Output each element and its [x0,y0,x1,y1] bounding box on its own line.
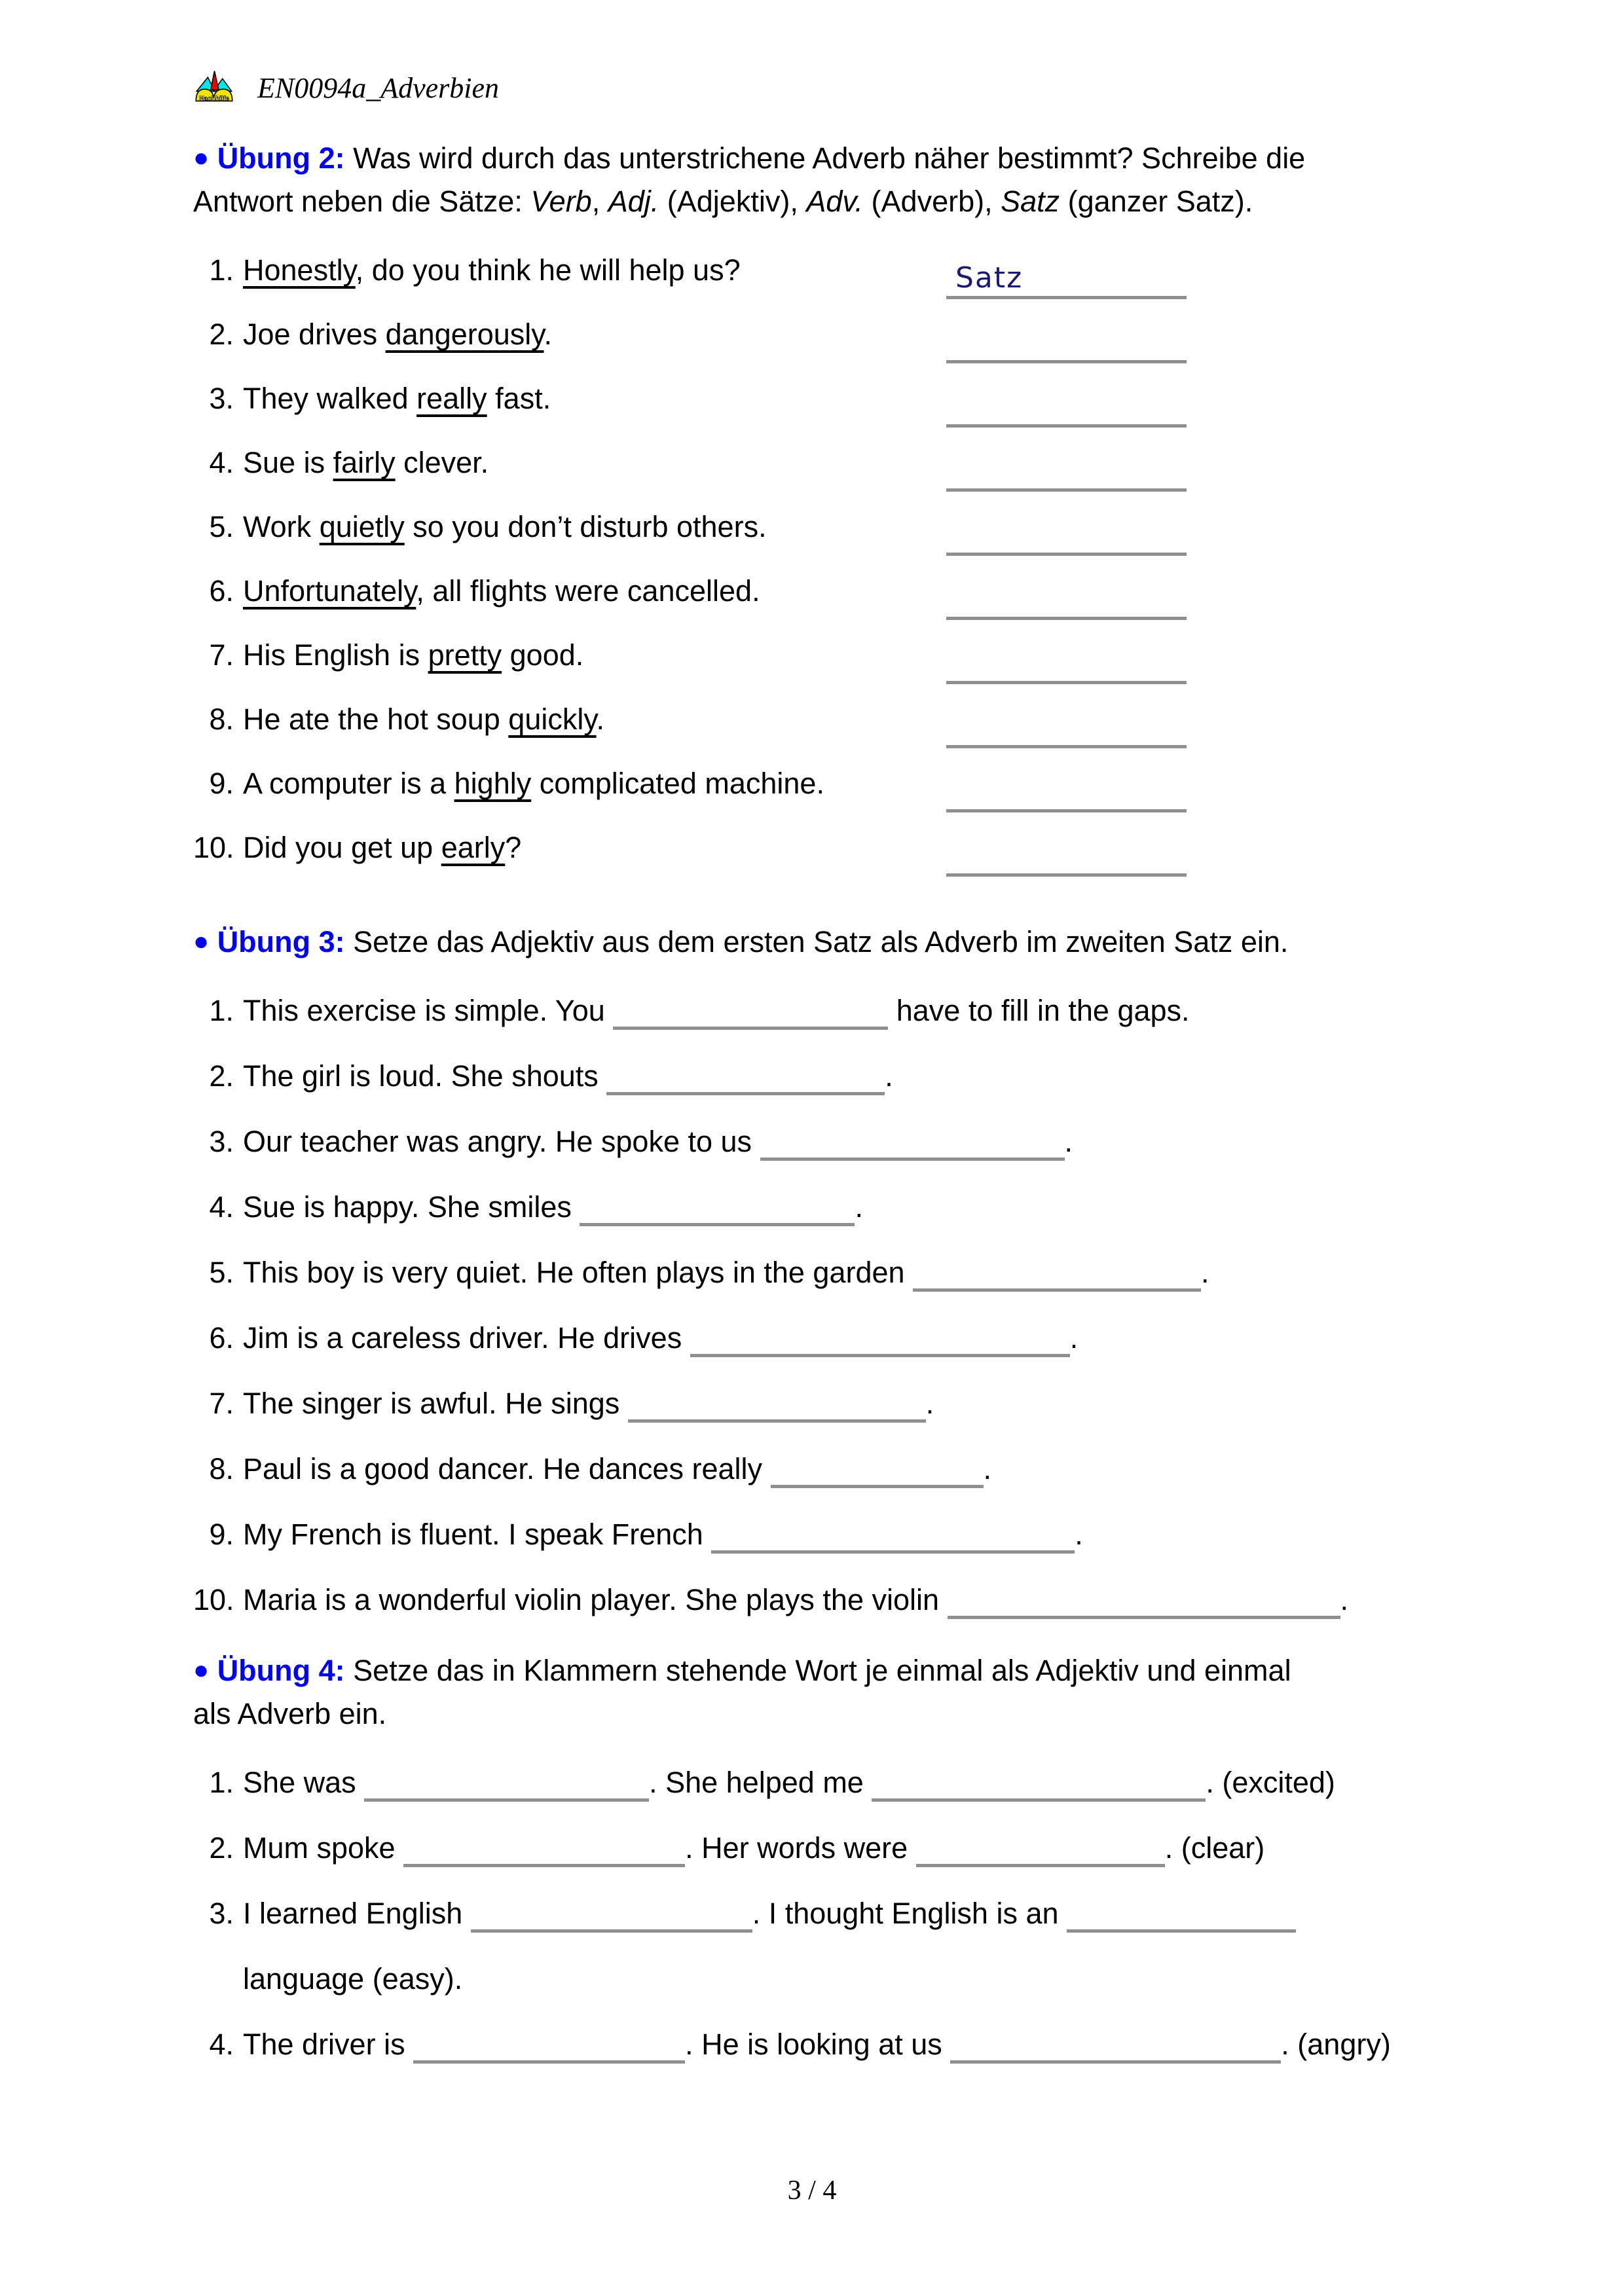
answer-blank-line [613,1000,888,1030]
exercise3-item-7 [193,1387,1434,1425]
exercise2-item-3 [193,382,1434,420]
instruction-text: (ganzer Satz). [1060,185,1253,218]
item-number: 6. [209,574,234,608]
answer-blank-line [580,1196,855,1226]
item-sentence: Jim is a careless driver. He drives . [243,1321,1434,1359]
exercise2-items [193,253,1434,869]
item-number: 1. [209,253,234,287]
answer-blank-line [948,1589,1340,1619]
term-adv: Adv. [806,185,864,218]
exercise2-item-5 [193,510,1434,548]
item-sentence: Maria is a wonderful violin player. She plays the violin . [243,1583,1434,1621]
answer-blank-line [760,1131,1065,1161]
exercise2-item-8 [193,702,1434,740]
item-number: 1. [209,994,234,1027]
page-number: 3 / 4 [787,2176,837,2206]
exercise2-instruction-line2: Antwort neben die Sätze: [193,185,531,218]
underlined-adverb: early [441,831,506,864]
exercise3-title: Übung 3: [217,925,345,958]
exercise3-item-10 [193,1583,1434,1621]
item-sentence: The girl is loud. She shouts . [243,1059,1434,1097]
item-sentence: Sue is happy. She smiles . [243,1190,1434,1228]
item-number: 9. [209,1518,234,1551]
answer-line [946,809,1187,812]
item-sentence: Work quietly so you don’t disturb others. [243,510,767,543]
answer-blank-line [913,1262,1201,1292]
handwritten-answer: Satz [955,261,1024,295]
item-sentence: I learned English . I thought English is an [243,1897,1434,1935]
answer-line [946,488,1187,492]
exercise4-instruction-line2: als Adverb ein. [193,1697,387,1730]
item-number: 4. [209,2028,234,2061]
exercise2-title: Übung 2: [217,141,345,175]
underlined-adverb: fairly [333,446,396,479]
exercise4-instruction-line1: Setze das in Klammern stehende Wort je einmal als Adjektiv und einmal [353,1654,1291,1687]
item-sentence: Unfortunately, all flights were cancelled. [243,574,760,608]
item-number: 1. [209,1766,234,1799]
answer-blank-line [628,1393,926,1423]
underlined-adverb: dangerously [385,318,544,351]
exercise4-item-2 [193,1831,1434,1869]
underlined-adverb: Honestly [243,253,356,287]
item-sentence: They walked really fast. [243,382,551,415]
exercise4-item-1 [193,1766,1434,1804]
item-sentence: This exercise is simple. You have to fill in the gaps. [243,994,1434,1032]
exercise4-title: Übung 4: [217,1654,345,1687]
item-number: 3. [209,382,234,415]
item-sentence: Our teacher was angry. He spoke to us . [243,1125,1434,1163]
answer-blank-line [711,1523,1075,1554]
instruction-text: (Adverb), [863,185,1001,218]
exercise4-item-3-continuation [193,1962,1434,2000]
term-satz: Satz [1001,185,1060,218]
answer-line [946,424,1187,428]
term-verb: Verb [530,185,592,218]
answer-blank-line [872,1772,1206,1802]
item-number: 4. [209,1190,234,1224]
underlined-adverb: quietly [319,510,405,543]
answer-blank-line [1067,1903,1296,1933]
answer-blank-line [916,1837,1165,1867]
item-sentence: She was . She helped me . (excited) [243,1766,1434,1804]
item-number: 8. [209,1452,234,1485]
item-number: 3. [209,1125,234,1158]
item-number: 10. [193,1583,234,1616]
exercise3-item-2 [193,1059,1434,1097]
item-sentence: The driver is . He is looking at us . (angry) [243,2028,1434,2066]
item-number: 4. [209,446,234,479]
document-title: EN0094a_Adverbien [257,72,500,104]
item-sentence: Mum spoke . Her words were . (clear) [243,1831,1434,1869]
exercise2-item-2 [193,318,1434,355]
item-number: 3. [209,1897,234,1930]
exercise3-item-4 [193,1190,1434,1228]
term-adj: Adj. [608,185,659,218]
answer-blank-line [606,1065,885,1095]
exercise4-items [193,1766,1434,2066]
item-number: 2. [209,318,234,351]
answer-line [946,681,1187,684]
answer-line [946,261,1187,299]
exercise3-intro [193,920,1434,964]
bullet-icon: ● [193,1656,210,1685]
item-number: 7. [209,638,234,672]
item-number: 10. [193,831,234,864]
exercise2-item-4 [193,446,1434,484]
exercise2-item-1 [193,253,1434,295]
answer-line [946,617,1187,620]
answer-blank-line [690,1327,1070,1357]
item-sentence: The singer is awful. He sings . [243,1387,1434,1425]
answer-line [946,745,1187,748]
logo-text: Nachhilfe [199,95,229,103]
answer-blank-line [771,1458,984,1488]
underlined-adverb: highly [454,767,532,800]
exercise3-items [193,994,1434,1621]
page-header [193,65,1434,106]
bullet-icon: ● [193,927,210,956]
exercise3-item-5 [193,1256,1434,1294]
bullet-icon: ● [193,143,210,172]
instruction-text: (Adjektiv), [659,185,807,218]
item-sentence: His English is pretty good. [243,638,584,672]
item-sentence: He ate the hot soup quickly. [243,702,605,736]
item-number: 2. [209,1059,234,1093]
exercise2-item-6 [193,574,1434,612]
answer-blank-line [364,1772,649,1802]
exercise2-instruction-line1: Was wird durch das unterstrichene Adverb näher bestimmt? Schreibe die [353,141,1306,175]
exercise2-intro [193,136,1434,223]
item-sentence: My French is fluent. I speak French . [243,1518,1434,1556]
exercise4-item-3 [193,1897,1434,1935]
exercise4-intro [193,1649,1434,1736]
item-number: 6. [209,1321,234,1355]
item-sentence: Honestly, do you think he will help us? [243,253,741,287]
item-number: 5. [209,1256,234,1289]
answer-blank-line [403,1837,685,1867]
answer-line [946,873,1187,877]
answer-blank-line [471,1903,752,1933]
item-number: 9. [209,767,234,800]
underlined-adverb: really [416,382,487,415]
exercise2-item-9 [193,767,1434,805]
exercise3-item-1 [193,994,1434,1032]
instruction-text: , [591,185,608,218]
item-sentence: This boy is very quiet. He often plays in the garden . [243,1256,1434,1294]
item-sentence: Paul is a good dancer. He dances really . [243,1452,1434,1490]
answer-line [946,553,1187,556]
item-sentence: Did you get up early? [243,831,522,864]
item-sentence: A computer is a highly complicated machine. [243,767,824,800]
exercise2-item-10 [193,831,1434,869]
exercise2-item-7 [193,638,1434,676]
underlined-adverb: quickly [508,702,597,736]
item-sentence: Sue is fairly clever. [243,446,489,479]
exercise3-item-6 [193,1321,1434,1359]
nachhilfe-logo-icon [193,68,235,106]
item-sentence: language (easy). [243,1962,463,1995]
answer-line [946,360,1187,363]
exercise3-instruction: Setze das Adjektiv aus dem ersten Satz als Adverb im zweiten Satz ein. [353,925,1289,958]
exercise3-item-3 [193,1125,1434,1163]
item-number: 2. [209,1831,234,1865]
exercise3-item-8 [193,1452,1434,1490]
exercise4-item-4 [193,2028,1434,2066]
item-number: 8. [209,702,234,736]
answer-blank-line [413,2033,685,2064]
underlined-adverb: pretty [428,638,502,672]
underlined-adverb: Unfortunately [243,574,416,608]
item-sentence: Joe drives dangerously. [243,318,552,351]
answer-blank-line [950,2033,1281,2064]
exercise3-item-9 [193,1518,1434,1556]
item-number: 5. [209,510,234,543]
item-number: 7. [209,1387,234,1420]
